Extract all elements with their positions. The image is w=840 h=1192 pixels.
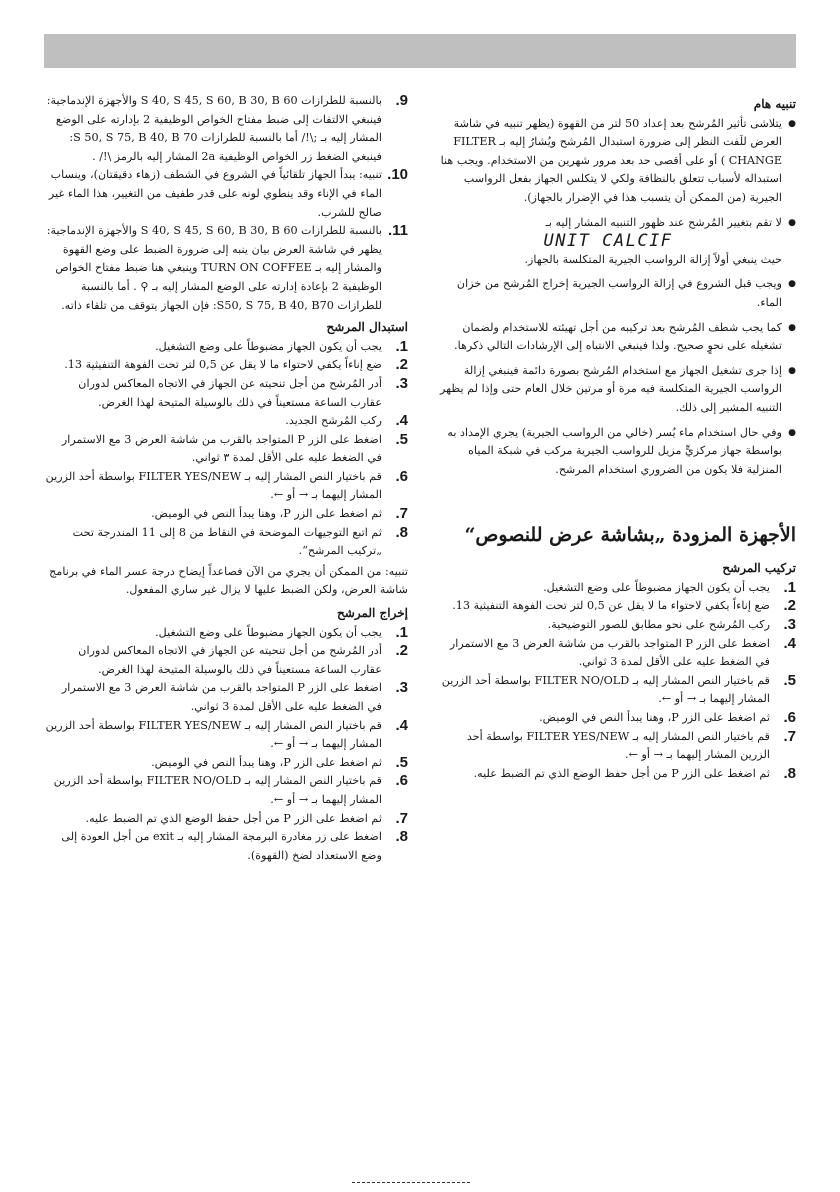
list-item: 7. ثم اضغط على الزر P، وهنا يبدأ النص في الوميض. xyxy=(151,505,408,523)
display-text-unit-calcif: UNIT CALCIF xyxy=(543,231,673,252)
list-item: 3. أدر المُرشح من أجل تنحيته عن الجهاز في الاتجاه المعاكس لدوران عقارب الساعة مستعيناً في ذلك بالوسيلة المتيحة لهذا الغرض. xyxy=(78,374,408,409)
install-title: تركيب المرشح xyxy=(722,561,796,576)
list-item: 4. ركب المُرشح الجديد. xyxy=(285,412,408,430)
list-item: 6. قم باختيار النص المشار إليه بـ FILTER YES/NEW بواسطة أحد الزرين المشار إليهما بـ → أو ←. xyxy=(45,467,408,502)
section-heading: الأجهزة المزودة „بشاشة عرض للنصوص“ xyxy=(464,524,796,547)
bullet-item: ● لا تقم بتغيير المُرشح عند ظهور التنبيه المشار إليه بـ UNIT CALCIF حيث ينبغي أولاً إزالة الرواسب الجيرية المتكلسة بالجهاز. xyxy=(434,214,796,270)
bullet-item: ● يتلاشى تأثير المُرشح بعد إعداد 50 لتر من القهوة (يظهر تنبيه في شاشة العرض للَفت النظر إلى ضرورة استبدال المُرشح ويُشارُ إليه بـ FILTER CHANGE ) أو على أقصى حد بعد مرور شهرين من الاستخدام. ويجب هنا استبداله لأسباب تتعلق بالنظافة ولكي لا يتكلس الجهاز بفعل الرواسب الجيرية (من الممكن أن يتسبب هذا في الإضرار بالجهاز). xyxy=(434,115,796,208)
notice-title: تنبيه هام xyxy=(753,97,796,111)
bullet-item: ● ويجب قبل الشروع في إزالة الرواسب الجيرية إخراج المُرشح من خزان الماء. xyxy=(434,275,796,312)
list-item: 1. يجب أن يكون الجهاز مضبوطاً على وضع التشغيل. xyxy=(543,578,796,596)
list-item: 11. بالنسبة للطرازات S 40, S 45, S 60, B 30, B 60 والأجهزة الإندماجية: يظهر في شاشة العرض بيان ينبه إلى ضرورة الضبط على وضع القهوة والمشار إليه بـ TURN ON COFFEE وينبغي هنا ضبط مفتاح الخواص الوظيفية 2 بإعادة إدارته على الوضع المشار إليه بـ ⚲ . أما بالنسبة للطرازات S50, S 75, B 40, B70: فإن الجهاز يتوقف من تلقاء ذاته. xyxy=(46,222,408,312)
list-item: 8. ثم اتبع التوجيهات الموضحة في النقاط من 8 إلى 11 المندرجة تحت „تركيب المرشح“. xyxy=(72,523,408,558)
list-item: 10. تنبيه: يبدأ الجهاز تلقائياً في الشروع في الشطف (زهاء دقيقتان)، وينساب الماء في الإناء وقد ينطوي لونه على قدر طفيف من التغيير، هذا الماء غير صالح للشرب. xyxy=(48,166,408,219)
list-item: 8. اضغط على زر مغادرة البرمجة المشار إليه بـ exit من أجل العودة إلى وضع الاستعداد لضخ (القهوة). xyxy=(61,828,408,862)
bullet-item: ● إذا جرى تشغيل الجهاز مع استخدام المُرشح بصورة دائمة فينبغي إزالة الرواسب الجيرية المتكلسة فيه مرة أو مرتين خلال العام حتى وإذا لم يظهر التنبيه المشير إلى ذلك. xyxy=(434,362,796,418)
list-item: 5. اضغط على الزر P المتواجد بالقرب من شاشة العرض 3 مع الاستمرار في الضغط عليه على الأقل لمدة ٣ ثواني. xyxy=(61,430,408,465)
remove-title: إخراج المرشح xyxy=(337,606,408,621)
list-item: 9. بالنسبة للطرازات S 40, S 45, S 60, B 30, B 60 والأجهزة الإندماجية: فينبغي الالتفات إلى ضبط مفتاح الخواص الوظيفية 2 بإدارته على الوضع المشار إليه بـ ;\!/ أما بالنسبة للطرازات S 50, S 75, B 40, B 70: فينبغي الضغط زر الخواص الوظيفية 2a المشار إليه بالرمز \!/ . xyxy=(46,92,408,163)
list-item: 5. قم باختيار النص المشار إليه بـ FILTER NO/OLD بواسطة أحد الزرين المشار إليهما بـ → أو ←. xyxy=(441,671,796,706)
list-item: 5. ثم اضغط على الزر P، وهنا يبدأ النص في الوميض. xyxy=(151,753,408,771)
left-column xyxy=(44,92,408,865)
list-item: 4. اضغط على الزر P المتواجد بالقرب من شاشة العرض 3 مع الاستمرار في الضغط عليه على الأقل لمدة 3 ثواني. xyxy=(449,634,796,669)
list-item: 2. أدر المُرشح من أجل تنحيته عن الجهاز في الاتجاه المعاكس لدوران عقارب الساعة مستعيناً في ذلك بالوسيلة المتيحة لهذا الغرض. xyxy=(78,642,408,676)
replace-title: استبدال المرشح xyxy=(326,320,408,335)
page-header-bar xyxy=(44,34,796,68)
list-item: 1. يجب أن يكون الجهاز مضبوطاً على وضع التشغيل. xyxy=(155,623,408,641)
bullet-item: ● وفي حال استخدام ماء يُسر (خالي من الرواسب الجيرية) يجري الإمداد به بواسطة جهاز مركزيٍّ مزيل للرواسب الجيرية مركب في شبكة المياه المنزلية فلا يكون من الضروري استخدام المرشح. xyxy=(434,424,796,480)
list-item: 1. يجب أن يكون الجهاز مضبوطاً على وضع التشغيل. xyxy=(155,337,408,355)
list-item: 7. ثم اضغط على الزر P من أجل حفظ الوضع الذي تم الضبط عليه. xyxy=(85,809,408,827)
list-item: 3. اضغط على الزر P المتواجد بالقرب من شاشة العرض 3 مع الاستمرار في الضغط عليه على الأقل لمدة 3 ثواني. xyxy=(61,679,408,713)
right-column xyxy=(434,92,796,783)
list-item: 3. ركب المُرشح على نحو مطابق للصور التوضيحية. xyxy=(547,616,796,634)
list-item: 2. ضع إناءاً يكفي لاحتواء ما لا يقل عن 0,5 لتر تحت الفوهة التنفيثية 13. xyxy=(452,597,796,615)
list-item: 8. ثم اضغط على الزر P من أجل حفظ الوضع الذي تم الضبط عليه. xyxy=(473,764,796,782)
list-item: 6. قم باختيار النص المشار إليه بـ FILTER NO/OLD بواسطة أحد الزرين المشار إليهما بـ → أو ←. xyxy=(53,772,408,806)
footer-divider xyxy=(352,1182,470,1183)
replace-note: تنبيه: من الممكن أن يجري من الآن فصاعداً إيضاح درجة عسر الماء في برنامج شاشة العرض، ولكن الضبط عليها لا يزال غير ساري المفعول. xyxy=(49,564,408,597)
list-item: 4. قم باختيار النص المشار إليه بـ FILTER YES/NEW بواسطة أحد الزرين المشار إليهما بـ → أو ←. xyxy=(45,716,408,751)
list-item: 6. ثم اضغط على الزر P، وهنا يبدأ النص في الوميض. xyxy=(539,709,796,727)
bullet-item: ● كما يجب شطف المُرشح بعد تركيبه من أجل تهيئته للاستخدام ولضمان تشغيله على نحوٍ صحيح. ولذا فينبغي الانتباه إلى الإرشادات التالي ذكرها. xyxy=(434,319,796,356)
list-item: 2. ضع إناءاً يكفي لاحتواء ما لا يقل عن 0,5 لتر تحت الفوهة التنفيثية 13. xyxy=(64,356,408,374)
list-item: 7. قم باختيار النص المشار إليه بـ FILTER YES/NEW بواسطة أحد الزرين المشار إليهما بـ → أو ←. xyxy=(466,727,796,762)
